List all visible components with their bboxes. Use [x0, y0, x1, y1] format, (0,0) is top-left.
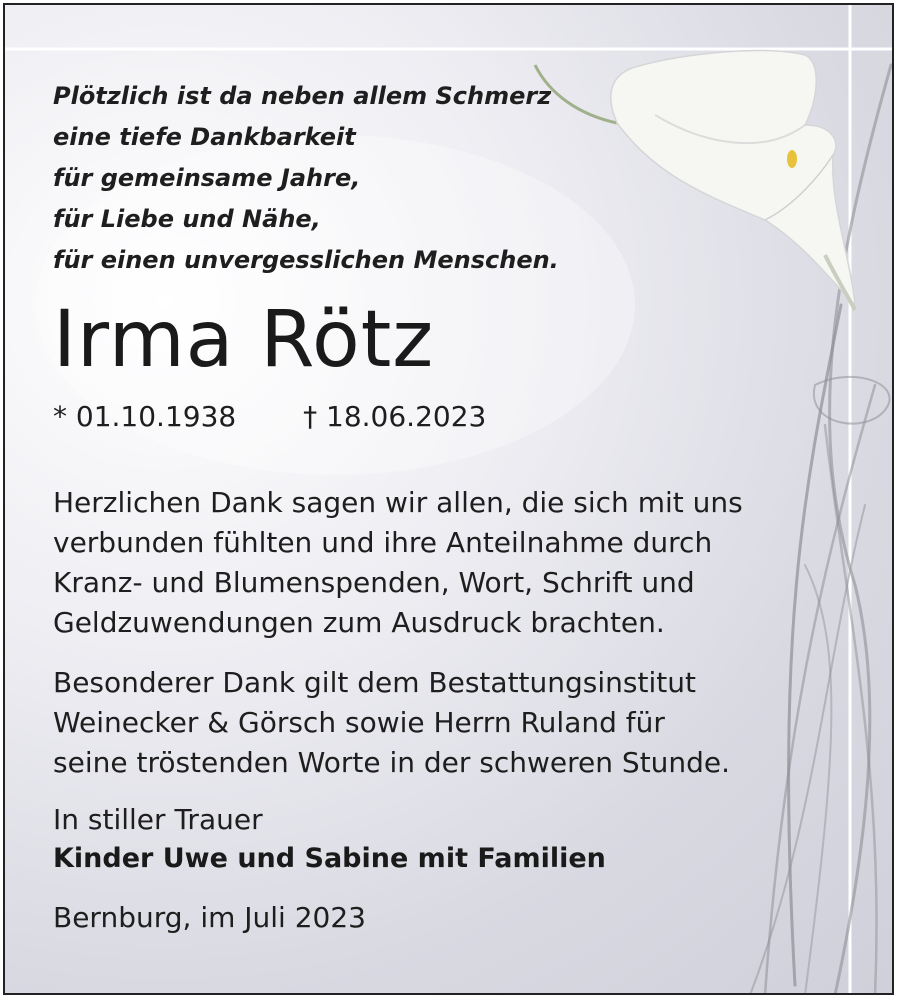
thanks-paragraph-2: [53, 663, 730, 783]
text-line: Geldzuwendungen zum Ausdruck brachten.: [53, 606, 665, 639]
thanks-paragraph-1: [53, 483, 743, 643]
poem-line: für einen unvergesslichen Menschen.: [53, 246, 559, 274]
poem-line: für gemeinsame Jahre,: [53, 164, 361, 192]
poem-line: Plötzlich ist da neben allem Schmerz: [53, 82, 552, 110]
text-line: verbunden fühlten und ihre Anteilnahme durch: [53, 526, 713, 559]
poem-line: für Liebe und Nähe,: [53, 205, 321, 233]
death-date: † 18.06.2023: [303, 400, 487, 433]
obituary-card: [3, 3, 894, 995]
place-date: Bernburg, im Juli 2023: [53, 901, 366, 934]
text-line: Herzlichen Dank sagen wir allen, die sich mit uns: [53, 486, 743, 519]
text-line: Besonderer Dank gilt dem Bestattungsinstitut: [53, 666, 696, 699]
text-line: Kranz- und Blumenspenden, Wort, Schrift und: [53, 566, 695, 599]
poem: [53, 76, 559, 281]
text-line: seine tröstenden Worte in der schweren Stunde.: [53, 746, 731, 779]
deceased-name: Irma Rötz: [53, 295, 435, 385]
poem-line: eine tiefe Dankbarkeit: [53, 123, 356, 151]
signature-names: Kinder Uwe und Sabine mit Familien: [53, 843, 606, 874]
signature-intro: In stiller Trauer: [53, 803, 263, 836]
birth-date: * 01.10.1938: [53, 400, 237, 433]
life-dates: [53, 400, 486, 433]
text-line: Weinecker & Görsch sowie Herrn Ruland für: [53, 706, 665, 739]
